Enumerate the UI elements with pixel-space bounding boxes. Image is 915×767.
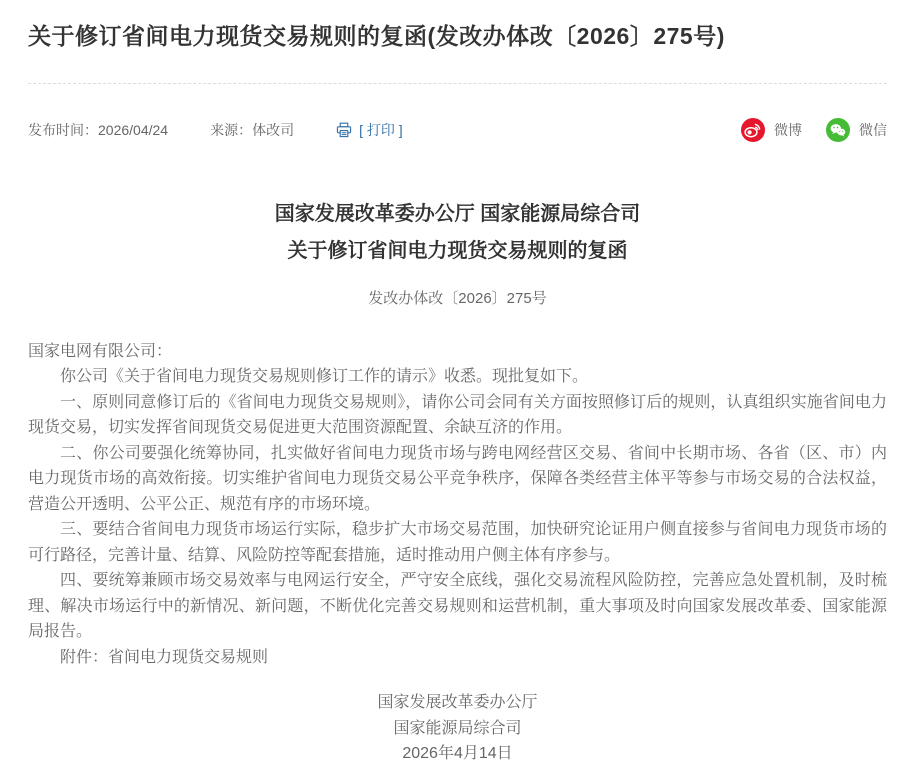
signature-org-1: 国家发展改革委办公厅 [377,694,538,712]
print-label: [ 打印 ] [359,121,403,138]
share-wechat[interactable] [826,118,887,142]
title-divider [28,83,887,84]
weibo-label: 微博 [774,121,802,138]
paragraph: 一、原则同意修订后的《省间电力现货交易规则》，请你公司会同有关方面按照修订后的规则，认真组织实施省间电力现货交易，切实发挥省间现货交易促进更大范围资源配置、余缺互济的作用。 [28,393,887,437]
wechat-icon [826,118,850,142]
printer-icon [336,122,352,138]
paragraph: 四、要统筹兼顾市场交易效率与电网运行安全，严守安全底线，强化交易流程风险防控，完善应急处置机制，及时梳理、解决市场运行中的新情况、新问题，不断优化完善交易规则和运营机制，重大事项及时向国家发展改革委、国家能源局报告。 [28,572,887,641]
document-number: 发改办体改〔2026〕275号 [368,289,547,307]
document-content [28,196,887,767]
attachment-line: 附件：省间电力现货交易规则 [60,648,269,666]
document-header-line1: 国家发展改革委办公厅 国家能源局综合司 [274,202,641,225]
signature-org-2: 国家能源局综合司 [393,719,522,737]
source-label: 来源： [210,121,253,138]
signature-date: 2026年4月14日 [402,745,513,763]
wechat-label: 微信 [859,121,887,138]
paragraph: 你公司《关于省间电力现货交易规则修订工作的请示》收悉。现批复如下。 [60,368,589,386]
publish-time-value: 2026/04/24 [98,121,169,138]
weibo-icon [741,118,765,142]
share-weibo[interactable] [741,118,802,142]
publish-time-label: 发布时间： [28,121,98,138]
publish-time [28,120,168,140]
document-header-line2: 关于修订省间电力现货交易规则的复函 [287,239,628,262]
source [210,120,294,140]
source-value: 体改司 [252,121,295,138]
meta-row [28,118,887,142]
print-button[interactable] [336,120,403,140]
document-header [28,196,887,270]
page-title: 关于修订省间电力现货交易规则的复函(发改办体改〔2026〕275号) [28,23,725,49]
paragraph: 二、你公司要强化统筹协同，扎实做好省间电力现货市场与跨电网经营区交易、省间中长期市场、各省（区、市）内电力现货市场的高效衔接。切实维护省间电力现货交易公平竞争秩序，保障各类经营主体平等参与市场交易的合法权益，营造公开透明、公平公正、规范有序的市场环境。 [28,444,887,513]
salutation: 国家电网有限公司： [28,342,173,360]
paragraph: 三、要结合省间电力现货市场运行实际，稳步扩大市场交易范围，加快研究论证用户侧直接参与省间电力现货市场的可行路径，完善计量、结算、风险防控等配套措施，适时推动用户侧主体有序参与。 [28,521,887,564]
document-body [28,339,887,671]
share-group [729,118,887,142]
signature-block [28,690,887,767]
